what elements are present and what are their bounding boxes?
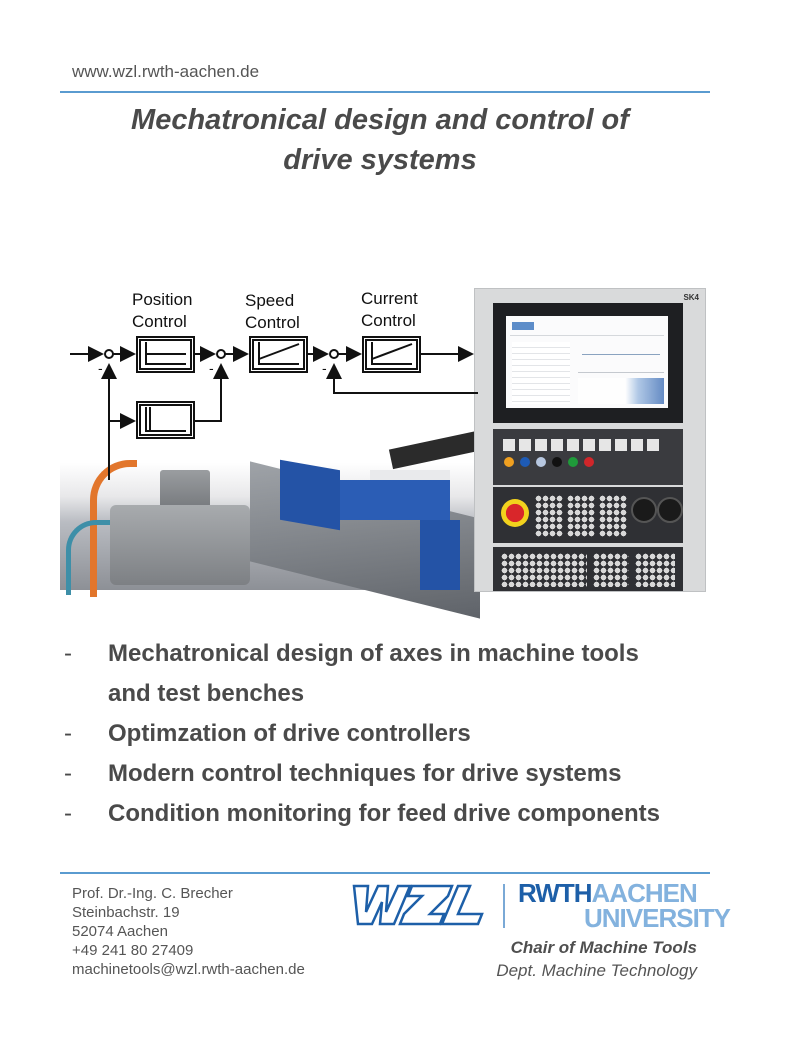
button-cap [647, 439, 659, 451]
hmi-bezel [493, 303, 683, 423]
button-cap [519, 439, 531, 451]
keypad [599, 495, 627, 537]
keyboard-panel [493, 547, 683, 591]
page-title [60, 100, 700, 180]
screen-chart-bottom [578, 378, 664, 404]
topic-list [60, 634, 730, 834]
screen-chart-top [578, 344, 664, 373]
list-item [60, 794, 730, 834]
feed-override-dial [631, 497, 657, 523]
screen-header [510, 319, 664, 336]
label-line: Speed [245, 291, 295, 310]
machine-control-panel [493, 487, 683, 543]
keyboard-keys [635, 553, 675, 587]
emergency-stop-button [501, 499, 529, 527]
label-line: Control [361, 311, 416, 330]
rwth-text: RWTH [518, 878, 592, 908]
keyboard-keys [593, 553, 629, 587]
contact-name: Prof. Dr.-Ing. C. Brecher [72, 885, 233, 902]
minus-sign: - [209, 360, 214, 376]
list-item-text: Mechatronical design of axes in machine tools [108, 640, 639, 667]
orange-button [504, 457, 514, 467]
aachen-text: AACHEN [591, 878, 697, 908]
label-line: Position [132, 290, 193, 309]
blue-carriage [340, 480, 450, 520]
button-cap [503, 439, 515, 451]
list-item-text: and test benches [108, 680, 305, 707]
list-item [60, 674, 730, 714]
list-item-text: Optimzation of drive controllers [108, 720, 471, 747]
hmi-screen [506, 316, 668, 408]
chair-name: Chair of Machine Tools [510, 938, 697, 957]
list-item [60, 714, 730, 754]
blue-support [420, 520, 460, 590]
minus-sign: - [322, 360, 327, 376]
button-cap [583, 439, 595, 451]
label-line: Control [245, 313, 300, 332]
list-item [60, 754, 730, 794]
light-button [536, 457, 546, 467]
logo-group [350, 878, 731, 940]
list-item [60, 634, 730, 674]
button-cap [631, 439, 643, 451]
title-line-2: drive systems [283, 144, 477, 176]
button-cap [599, 439, 611, 451]
machine-button-panel [493, 429, 683, 485]
department-name: Dept. Machine Technology [496, 961, 697, 980]
header-divider [60, 91, 710, 93]
black-button [552, 457, 562, 467]
red-button [584, 457, 594, 467]
green-button [568, 457, 578, 467]
hero-figure [60, 280, 710, 590]
button-cap [535, 439, 547, 451]
contact-phone[interactable]: +49 241 80 27409 [72, 942, 194, 959]
keypad [535, 495, 563, 537]
current-control-label [361, 288, 418, 332]
keypad [567, 495, 595, 537]
keyboard-keys [501, 553, 587, 587]
blue-button [520, 457, 530, 467]
bullet-dash [60, 674, 108, 714]
bullet-dash: - [64, 640, 72, 667]
servo-motor [110, 505, 250, 585]
list-item-text: Modern control techniques for drive systems [108, 760, 622, 787]
label-line: Current [361, 289, 418, 308]
bullet-dash: - [64, 720, 72, 747]
speed-control-label [245, 290, 300, 334]
screen-parameter-panel [512, 342, 570, 404]
label-line: Control [132, 312, 187, 331]
list-item-text: Condition monitoring for feed drive components [108, 800, 660, 827]
website-url[interactable]: www.wzl.rwth-aachen.de [72, 62, 260, 81]
contact-email[interactable]: machinetools@wzl.rwth-aachen.de [72, 961, 305, 978]
button-cap [567, 439, 579, 451]
footer-divider [60, 872, 710, 874]
cnc-control-cabinet [474, 288, 706, 592]
contact-city: 52074 Aachen [72, 923, 168, 940]
wzl-logo-icon [350, 882, 490, 928]
contact-block [72, 884, 305, 979]
cabinet-label: SK4 [683, 293, 699, 302]
minus-sign: - [98, 360, 103, 376]
bullet-dash: - [64, 800, 72, 827]
title-line-1: Mechatronical design and control of [131, 104, 629, 136]
contact-street: Steinbachstr. 19 [72, 904, 180, 921]
bullet-dash: - [64, 760, 72, 787]
button-cap [615, 439, 627, 451]
position-control-label [132, 289, 192, 333]
button-cap [551, 439, 563, 451]
screen-logo [512, 322, 534, 330]
university-text: UNIVERSITY [584, 903, 731, 933]
logo-separator [503, 884, 505, 928]
spindle-override-dial [657, 497, 683, 523]
